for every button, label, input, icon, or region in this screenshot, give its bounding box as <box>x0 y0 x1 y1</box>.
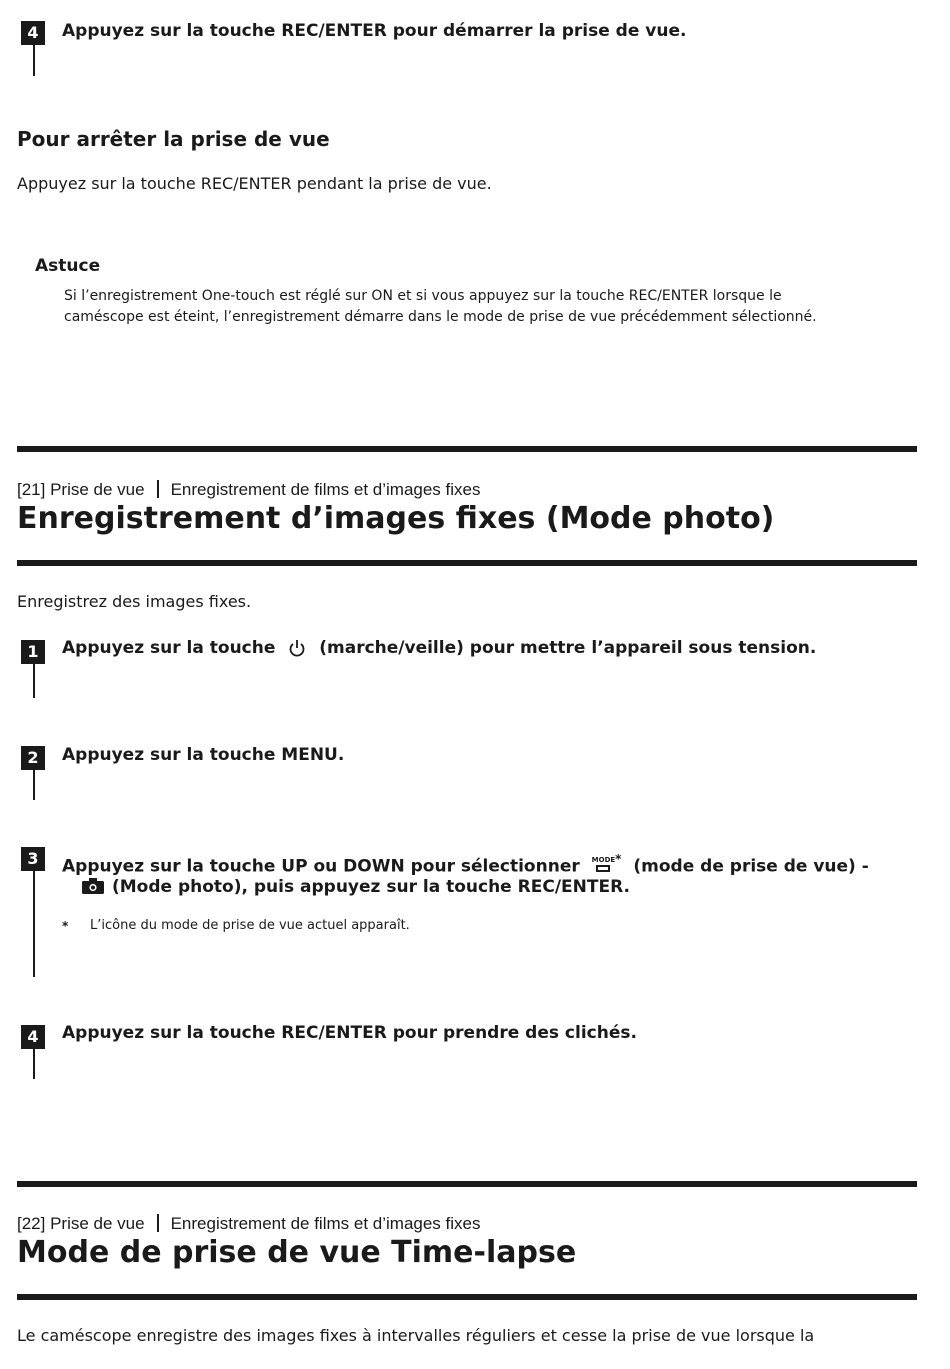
shooting-mode-icon <box>592 856 616 872</box>
body-paragraph: Appuyez sur la touche REC/ENTER pendant la prise de vue. <box>17 174 492 193</box>
step-text: Appuyez sur la touche REC/ENTER pour prendre des clichés. <box>62 1023 637 1043</box>
power-icon <box>287 638 307 658</box>
step-number: 3 <box>21 847 45 871</box>
breadcrumb-separator <box>157 1214 159 1232</box>
step-line <box>33 770 35 800</box>
step-text-after: (marche/veille) pour mettre l’appareil sous tension. <box>319 638 817 658</box>
intro-paragraph: Enregistrez des images fixes. <box>17 592 252 611</box>
tip-text-line: caméscope est éteint, l’enregistrement démarre dans le mode de prise de vue précédemment sélectionné. <box>64 309 817 325</box>
footnote-text: L’icône du mode de prise de vue actuel apparaît. <box>90 918 410 933</box>
tip-label: Astuce <box>35 256 101 276</box>
tip-text-line: Si l’enregistrement One-touch est réglé sur ON et si vous appuyez sur la touche REC/ENTER lorsque le <box>64 288 782 304</box>
breadcrumb-separator <box>157 480 159 498</box>
camera-icon <box>82 878 104 894</box>
page-title: Enregistrement d’images fixes (Mode photo) <box>17 501 775 536</box>
step-line <box>33 664 35 698</box>
section-divider <box>17 1181 917 1187</box>
step-number: 4 <box>21 1025 45 1049</box>
step-text-after: (mode de prise de vue) - <box>633 856 869 877</box>
step-number: 4 <box>21 21 45 45</box>
mode-icon-label: MODE <box>591 855 616 864</box>
breadcrumb-section: [21] Prise de vue <box>17 480 145 499</box>
step-text-line <box>62 874 630 900</box>
breadcrumb-category: Enregistrement de films et d’images fixes <box>170 1214 481 1233</box>
step-text-before: Appuyez sur la touche UP ou DOWN pour sélectionner <box>62 856 580 877</box>
section-divider <box>17 446 917 452</box>
footnote-marker: * <box>62 919 69 933</box>
step-text-line2: (Mode photo), puis appuyez sur la touche REC/ENTER. <box>112 877 630 897</box>
breadcrumb <box>17 479 480 501</box>
intro-paragraph: Le caméscope enregistre des images fixes à intervalles réguliers et cesse la prise de vue lorsque la <box>17 1326 815 1345</box>
section-divider <box>17 1294 917 1300</box>
page-title: Mode de prise de vue Time-lapse <box>17 1235 577 1270</box>
section-divider <box>17 560 917 566</box>
breadcrumb-category: Enregistrement de films et d’images fixes <box>170 480 481 499</box>
step-line <box>33 1049 35 1079</box>
step-line <box>33 871 35 977</box>
step-text-before: Appuyez sur la touche <box>62 638 276 658</box>
footnote-marker: * <box>615 852 622 866</box>
step-line <box>33 45 35 76</box>
step-number: 1 <box>21 640 45 664</box>
step-text <box>62 635 816 661</box>
step-number: 2 <box>21 746 45 770</box>
step-text: Appuyez sur la touche MENU. <box>62 745 345 765</box>
breadcrumb <box>17 1213 480 1235</box>
section-heading: Pour arrêter la prise de vue <box>17 127 330 151</box>
step-text: Appuyez sur la touche REC/ENTER pour démarrer la prise de vue. <box>62 21 687 41</box>
breadcrumb-section: [22] Prise de vue <box>17 1214 145 1233</box>
